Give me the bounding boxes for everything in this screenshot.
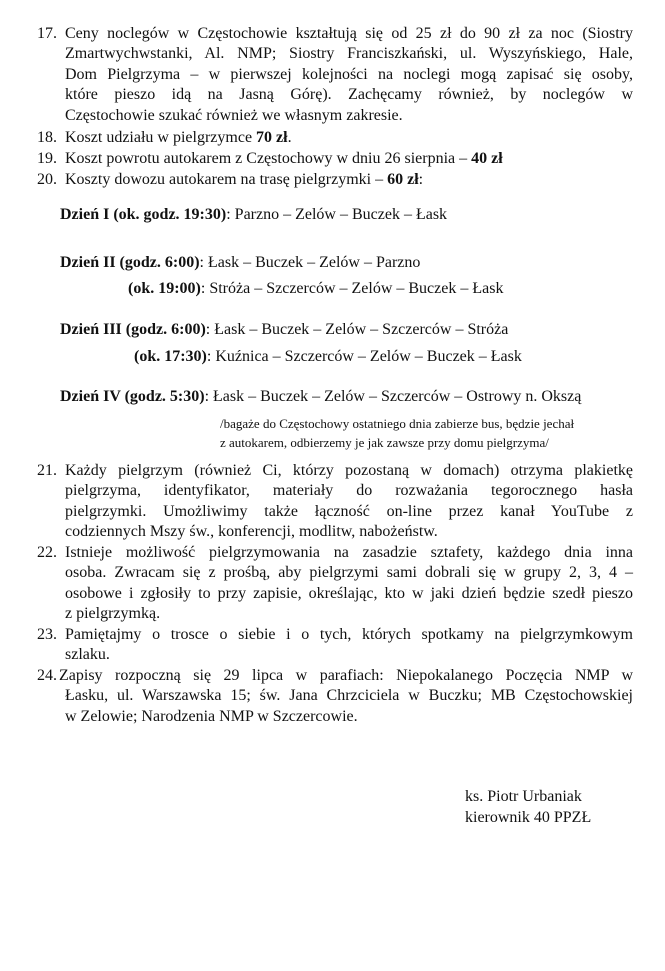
item-number: 18. — [37, 129, 57, 146]
list-item-22 — [37, 543, 633, 625]
schedule-day-1 — [60, 205, 447, 225]
schedule-route: : Kuźnica – Szczerców – Zelów – Buczek – Łask — [206, 348, 522, 365]
item-text-line: Zapisy rozpoczną się 29 lipca w parafiach: Niepokalanego Poczęcia NMP w — [59, 667, 633, 684]
item-number: 23. — [37, 626, 57, 643]
schedule-route: : Łask – Buczek – Zelów – Szczerców – Ostrowy n. Okszą — [204, 388, 582, 405]
schedule-day-2-evening — [128, 279, 503, 299]
schedule-day-label: Dzień I (ok. godz. 19:30) — [60, 206, 227, 223]
item-text-line: Pamiętajmy o trosce o siebie i o tych, których spotkamy na pielgrzymkowym — [65, 626, 633, 643]
item-text-line: osoba. Zwracam się z prośbą, aby pielgrzymi sami dobrali się w grupy 2, 3, 4 – — [65, 564, 633, 582]
item-number: 17. — [37, 25, 57, 42]
schedule-route: : Parzno – Zelów – Buczek – Łask — [226, 206, 448, 223]
item-text-line: które pieszo idą na Jasną Górę). Zachęcamy również, by noclegów w — [65, 86, 633, 104]
item-text-line: Zmartwychwstanki, Al. NMP; Siostry Franciszkański, ul. Wyszyńskiego, Hale, — [65, 45, 633, 63]
note-line: z autokarem, odbierzemy je jak zawsze przy domu pielgrzyma/ — [220, 435, 549, 450]
schedule-route: : Łask – Buczek – Zelów – Szczerców – Stróża — [205, 321, 509, 338]
item-price: 60 zł — [387, 171, 419, 188]
schedule-day-label: Dzień IV (godz. 5:30) — [60, 388, 205, 405]
item-number: 19. — [37, 150, 57, 167]
item-text: Koszty dowozu autokarem na trasę pielgrzymki – — [65, 171, 388, 188]
schedule-day-3-morning — [60, 320, 508, 340]
schedule-day-3-evening — [134, 347, 522, 367]
list-item-21 — [37, 461, 633, 543]
item-text-line: w Zelowie; Narodzenia NMP w Szczercowie. — [65, 707, 358, 725]
item-text: Koszt udziału w pielgrzymce — [65, 129, 257, 146]
item-text-line: pielgrzymki. Umożliwimy także łączność on-line przez kanał YouTube z — [65, 502, 633, 520]
signature-name: ks. Piotr Urbaniak — [465, 788, 582, 805]
list-item-18: 18. Koszt udziału w pielgrzymce 70 zł. — [37, 128, 633, 148]
item-text-line: Ceny noclegów w Częstochowie kształtują się od 25 zł do 90 zł za noc (Siostry — [65, 25, 633, 42]
schedule-day-label: Dzień III (godz. 6:00) — [60, 321, 206, 338]
item-text-line: z pielgrzymką. — [65, 605, 161, 623]
item-text: Koszt powrotu autokarem z Częstochowy w dniu 26 sierpnia – — [65, 150, 472, 167]
item-text-line: osobowe i zgłosiły to przy zapisie, określając, kto w jaki dzień będzie szedł pieszo — [65, 584, 633, 602]
list-item-24 — [37, 666, 633, 727]
schedule-time-label: (ok. 19:00) — [128, 280, 201, 297]
list-item-17 — [37, 24, 633, 126]
item-text-line: szlaku. — [65, 646, 110, 664]
item-number: 24. — [37, 667, 57, 684]
schedule-route: : Stróża – Szczerców – Zelów – Buczek – Łask — [200, 280, 504, 297]
list-item-20: 20. Koszty dowozu autokarem na trasę pielgrzymki – 60 zł: — [37, 170, 633, 190]
signature-block — [465, 786, 591, 828]
item-text-line: Częstochowie szukać również we własnym zakresie. — [65, 106, 403, 124]
schedule-route: : Łask – Buczek – Zelów – Parzno — [199, 254, 421, 271]
schedule-day-2-morning — [60, 253, 420, 273]
item-number: 20. — [37, 171, 57, 188]
item-price: 40 zł — [471, 150, 503, 167]
luggage-note — [220, 414, 640, 452]
schedule-day-label: Dzień II (godz. 6:00) — [60, 254, 200, 271]
schedule-day-4 — [60, 387, 581, 407]
item-price: 70 zł — [256, 129, 288, 146]
item-number: 22. — [37, 544, 57, 561]
note-line: /bagaże do Częstochowy ostatniego dnia zabierze bus, będzie jechał — [220, 416, 575, 431]
item-text-line: Każdy pielgrzym (również Ci, którzy pozostaną w domach) otrzyma plakietkę — [65, 462, 633, 479]
item-text-line: Dom Pielgrzyma – w pierwszej kolejności na noclegi mogą zapisać się osoby, — [65, 65, 633, 83]
item-text-line: Istnieje możliwość pielgrzymowania na zasadzie sztafety, każdego dnia inna — [65, 544, 633, 561]
list-item-19 — [37, 149, 633, 169]
item-text-line: Łasku, ul. Warszawska 15; św. Jana Chrzciciela w Buczku; MB Częstochowskiej — [65, 687, 633, 705]
schedule-time-label: (ok. 17:30) — [134, 348, 207, 365]
signature-role: kierownik 40 PPZŁ — [465, 809, 592, 826]
item-text-line: pielgrzyma, identyfikator, materiały do rozważania tegorocznego hasła — [65, 482, 633, 500]
list-item-23 — [37, 625, 633, 666]
item-text-line: codziennych Mszy św., konferencji, modlitw, nabożeństw. — [65, 523, 438, 541]
item-number: 21. — [37, 462, 57, 479]
